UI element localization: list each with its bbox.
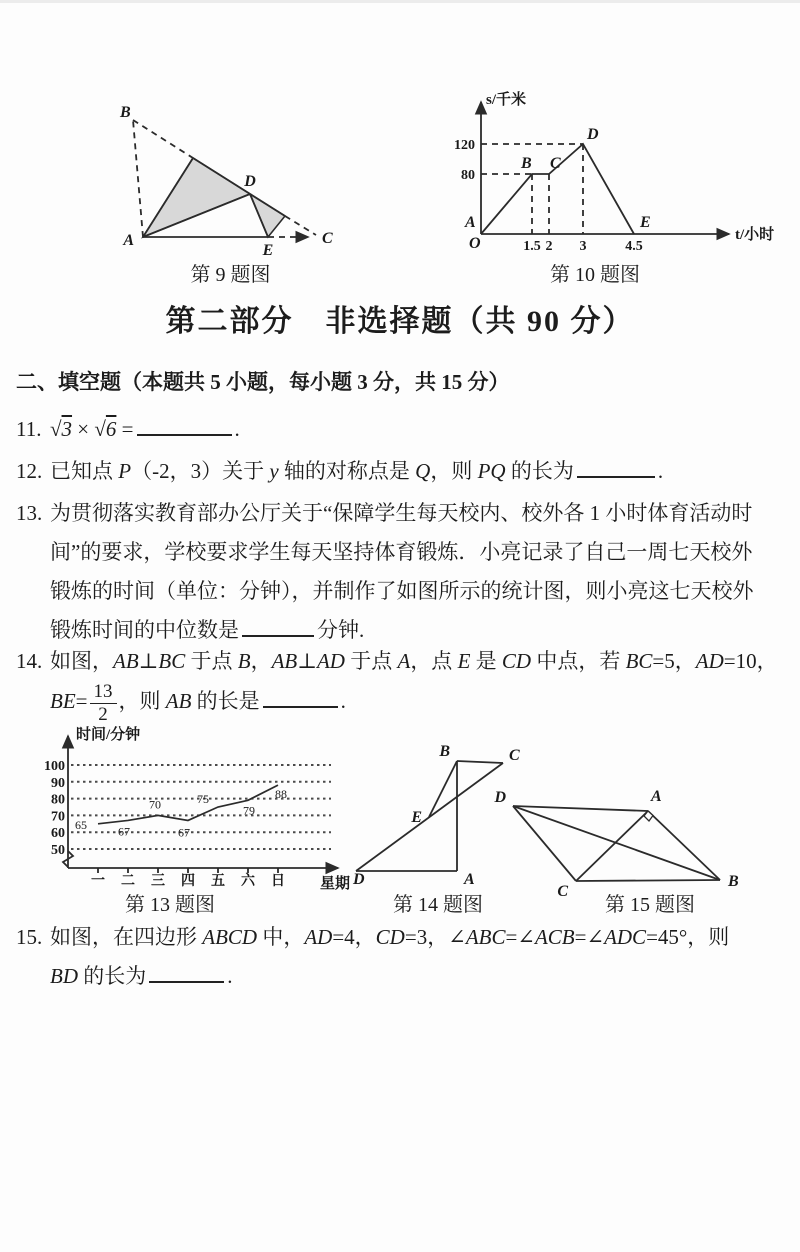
sqrt-expression: √6 — [94, 417, 117, 441]
question-text: AD — [304, 925, 333, 949]
question-text: =45°，则 — [646, 925, 730, 949]
fig13-category: 五 — [211, 874, 225, 889]
question-text: y — [269, 459, 279, 483]
question-number: 14. — [16, 649, 43, 673]
question-text: 轴的对称点是 — [278, 459, 416, 483]
question-number: 11. — [16, 417, 42, 441]
question-text: =5， — [652, 649, 696, 673]
question-number: 13. — [16, 501, 43, 525]
question-text: 锻炼的时间（单位：分钟），并制作了如图所示的统计图，则小亮这七天校外 — [50, 579, 754, 603]
fig14-point-b-label: B — [439, 743, 450, 760]
section-title: 第二部分 非选择题（共 90 分） — [165, 305, 635, 338]
question-text: BE — [50, 689, 76, 714]
question-text: . — [340, 689, 346, 714]
fig13-category: 四 — [181, 874, 195, 889]
question-text: =10， — [723, 649, 778, 673]
question-text: 为贯彻落实教育部办公厅关于“保障学生每天校内、校外各 1 小时体育活动时 — [50, 501, 753, 525]
fig9-point-a-label: A — [123, 232, 134, 249]
fig13-value-label: 70 — [149, 797, 161, 812]
fig10-point-c-label: C — [550, 155, 561, 172]
question-text: 的长为 — [505, 459, 574, 483]
fig13-category: 日 — [271, 874, 285, 889]
question-text: CD — [501, 649, 532, 673]
question-text: AD — [695, 649, 724, 673]
fig13-category: 三 — [151, 874, 165, 889]
question-text: A — [397, 649, 411, 673]
fig13-ytick: 90 — [51, 775, 65, 791]
question-number: 15. — [16, 925, 43, 949]
figure-9-diagram — [98, 98, 363, 263]
question-text: ABC — [465, 925, 506, 949]
fig10-xtick: 3 — [579, 239, 587, 254]
figure-10-caption: 第 10 题图 — [550, 264, 640, 286]
question-14 — [16, 642, 790, 726]
question-text: = — [75, 689, 88, 714]
question-15 — [16, 918, 790, 996]
sqrt-expression: √3 — [50, 417, 73, 441]
fig13-value-label: 79 — [243, 803, 255, 818]
question-text: 间”的要求，学校要求学生每天坚持体育锻炼．小亮记录了自己一周七天校外 — [50, 540, 753, 564]
question-text: 锻炼时间的中位数是 — [50, 618, 239, 642]
figure-10-graph — [443, 88, 773, 263]
question-text: ABCD — [202, 925, 258, 949]
fig10-point-d-label: D — [587, 126, 599, 143]
question-text: AD — [316, 649, 345, 673]
question-text: 的长为 — [78, 964, 147, 988]
question-11 — [16, 410, 790, 449]
fig10-origin-label: O — [469, 235, 481, 252]
question-text: ，则 — [118, 689, 166, 714]
fig13-value-label: 67 — [118, 824, 130, 839]
figure-13-caption: 第 13 题图 — [125, 894, 215, 916]
fig13-category: 六 — [241, 874, 255, 889]
fig13-value-label: 67 — [178, 825, 190, 840]
fig15-point-d-label: D — [494, 789, 506, 806]
fig15-point-c-label: C — [557, 883, 568, 900]
answer-blank — [577, 455, 655, 478]
figure-14-caption: 第 14 题图 — [393, 894, 483, 916]
question-13 — [16, 494, 790, 650]
question-text: AB — [271, 649, 298, 673]
question-text: = — [116, 417, 134, 441]
fig9-point-d-label: D — [244, 173, 256, 190]
answer-blank — [263, 685, 338, 708]
question-text: . — [234, 417, 240, 441]
question-text: 中点，若 — [531, 649, 626, 673]
question-text: BD — [50, 964, 78, 988]
question-text: PQ — [477, 459, 506, 483]
question-text: 如图，在四边形 — [50, 925, 203, 949]
fig13-value-label: 88 — [275, 787, 287, 802]
question-text: P — [118, 459, 132, 483]
fig15-point-b-label: B — [728, 873, 739, 890]
fig14-point-c-label: C — [509, 747, 520, 764]
question-text: =∠ — [505, 925, 535, 949]
question-text: CD — [375, 925, 405, 949]
question-text: AB — [165, 689, 192, 714]
answer-blank — [149, 960, 224, 983]
fig13-y-axis-label: 时间/分钟 — [76, 727, 141, 743]
question-text: ADC — [604, 925, 647, 949]
answer-blank — [242, 614, 314, 637]
fig13-ytick: 60 — [51, 826, 65, 842]
fig10-ytick: 80 — [461, 168, 475, 183]
figure-9-caption: 第 9 题图 — [190, 264, 271, 286]
fig13-x-axis-label: 星期 — [320, 876, 351, 892]
question-text: BC — [158, 649, 186, 673]
question-text: （-2，3）关于 — [131, 459, 270, 483]
fig9-point-b-label: B — [120, 104, 131, 121]
question-12 — [16, 452, 790, 491]
answer-blank — [137, 413, 232, 436]
question-text: ，则 — [430, 459, 478, 483]
fig10-xtick: 1.5 — [523, 239, 541, 254]
question-text: E — [457, 649, 471, 673]
question-text: 是 — [470, 649, 502, 673]
question-number: 12. — [16, 459, 43, 483]
question-text: 于点 — [185, 649, 238, 673]
fig13-value-label: 65 — [75, 817, 87, 832]
question-text: ，点 — [410, 649, 458, 673]
question-text: 如图， — [50, 649, 113, 673]
figure-15-caption: 第 15 题图 — [605, 894, 695, 916]
question-text: ， — [250, 649, 272, 673]
fig13-value-label: 75 — [197, 792, 209, 806]
question-text: =∠ — [574, 925, 605, 949]
question-text: BC — [625, 649, 653, 673]
fig10-x-axis-label: t/小时 — [735, 227, 775, 243]
question-text: =3，∠ — [404, 925, 466, 949]
fig15-point-a-label: A — [651, 788, 662, 805]
fig13-category: 二 — [121, 874, 135, 889]
figure-15-diagram — [494, 753, 758, 903]
page-top-edge — [0, 0, 800, 3]
subsection-heading: 二、填空题（本题共 5 小题，每小题 3 分，共 15 分） — [16, 370, 510, 394]
question-text: . — [657, 459, 664, 483]
question-text: 已知点 — [50, 459, 119, 483]
question-text: ⊥ — [297, 649, 317, 673]
fig14-point-e-label: E — [411, 809, 422, 826]
fig10-xtick: 4.5 — [625, 239, 643, 254]
question-text: 于点 — [344, 649, 398, 673]
shaded-triangle-large — [143, 158, 250, 237]
fig10-point-a-label: A — [465, 214, 476, 231]
fig10-point-e-label: E — [640, 214, 651, 231]
fig10-y-axis-label: s/千米 — [486, 92, 527, 108]
question-text: 分钟. — [317, 618, 365, 642]
fig14-point-a-label: A — [464, 871, 475, 888]
fig10-ytick: 120 — [454, 138, 475, 153]
shaded-triangle-small — [250, 194, 285, 237]
fig14-point-d-label: D — [353, 871, 365, 888]
question-text: Q — [415, 459, 431, 483]
question-text: B — [237, 649, 251, 673]
fig13-ytick: 50 — [51, 843, 65, 858]
question-text: ⊥ — [138, 649, 159, 673]
question-text: AB — [113, 649, 139, 673]
fraction: $\frac{13}{2}$ — [90, 681, 117, 726]
fig9-point-e-label: E — [262, 242, 274, 259]
question-text: ACB — [534, 925, 575, 949]
fig13-ytick: 80 — [51, 792, 65, 808]
question-text: 的长是 — [191, 689, 260, 714]
fig13-ytick: 100 — [44, 759, 65, 774]
question-text: . — [227, 964, 233, 988]
question-text: =4， — [332, 925, 376, 949]
fig13-category: 一 — [91, 874, 105, 889]
fig10-xtick: 2 — [545, 239, 553, 254]
question-text: × — [72, 417, 95, 441]
fig13-ytick: 70 — [51, 809, 65, 825]
fig9-point-c-label: C — [322, 230, 333, 247]
fig10-point-b-label: B — [521, 155, 532, 172]
question-text: 中， — [257, 925, 305, 949]
